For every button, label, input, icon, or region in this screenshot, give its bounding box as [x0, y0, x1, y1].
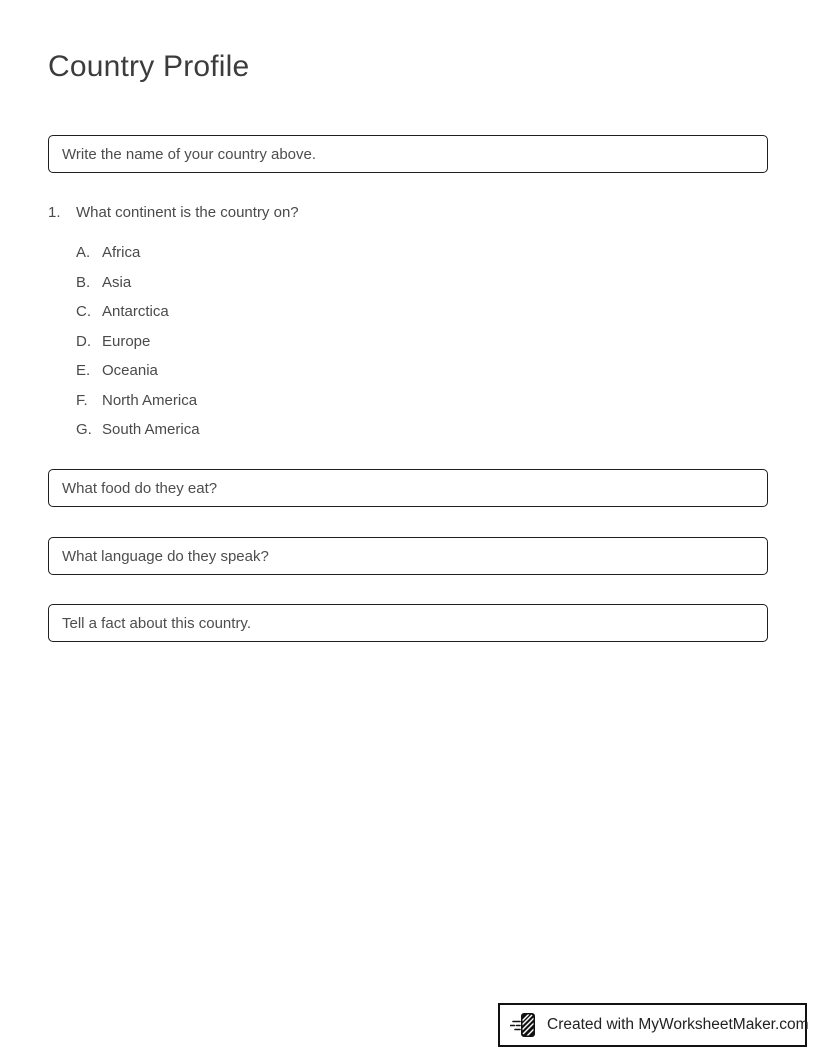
question-number: 1. [48, 204, 61, 221]
question-1 [48, 204, 768, 221]
answer-box-prompt: Tell a fact about this country. [62, 614, 251, 632]
option-label: Europe [102, 332, 151, 350]
answer-box-prompt: What language do they speak? [62, 547, 269, 565]
flying-worksheet-icon [510, 1011, 538, 1039]
answer-box-food [48, 469, 768, 507]
question-text: What continent is the country on? [76, 204, 299, 221]
question-1-options [76, 238, 766, 445]
option-letter: E. [76, 362, 91, 380]
option-label: Oceania [102, 362, 158, 380]
option-d [76, 327, 766, 357]
answer-box-prompt: Write the name of your country above. [62, 145, 317, 163]
answer-box-fact [48, 604, 768, 642]
option-f [76, 386, 766, 416]
answer-box-language [48, 537, 768, 575]
option-b [76, 268, 766, 298]
option-label: North America [102, 391, 198, 409]
option-label: Antarctica [102, 303, 169, 321]
option-label: Asia [102, 273, 132, 291]
page-title: Country Profile [48, 50, 250, 83]
option-label: Africa [102, 244, 141, 262]
answer-box-prompt: What food do they eat? [62, 479, 218, 497]
answer-box-country-name [48, 135, 768, 173]
option-letter: G. [76, 421, 92, 439]
option-a [76, 238, 766, 268]
option-letter: A. [76, 244, 91, 262]
credit-text: Created with MyWorksheetMaker.com [547, 1016, 809, 1033]
option-letter: B. [76, 273, 91, 291]
option-e [76, 356, 766, 386]
option-label: South America [102, 421, 200, 439]
option-c [76, 297, 766, 327]
option-letter: C. [76, 303, 91, 321]
option-letter: F. [76, 391, 88, 409]
option-letter: D. [76, 332, 91, 350]
option-g [76, 415, 766, 445]
credit-badge[interactable] [498, 1003, 807, 1047]
